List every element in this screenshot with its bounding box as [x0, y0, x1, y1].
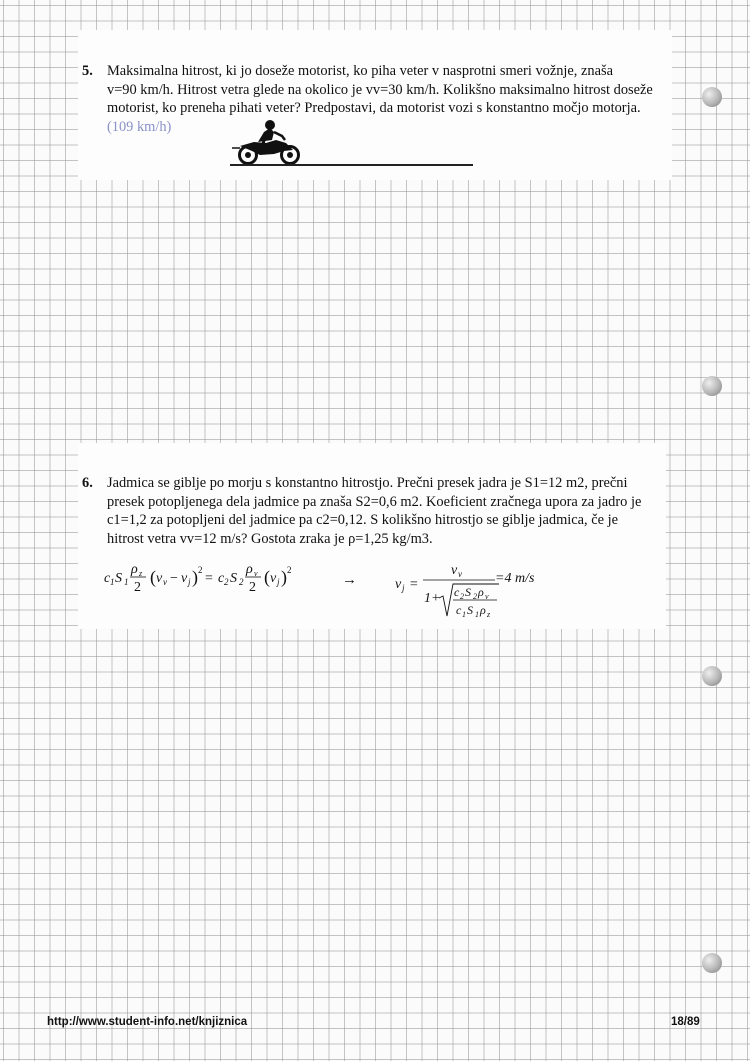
- svg-text:2: 2: [287, 565, 292, 575]
- svg-text:2: 2: [239, 577, 244, 587]
- svg-text:v: v: [156, 571, 163, 586]
- svg-text:c: c: [218, 571, 225, 586]
- svg-text:S: S: [115, 571, 122, 586]
- svg-text:z: z: [139, 569, 143, 578]
- implies-arrow: →: [342, 572, 357, 588]
- svg-text:): ): [281, 567, 287, 587]
- problem-6-text: [107, 474, 660, 548]
- svg-text:v: v: [270, 571, 277, 586]
- svg-text:2: 2: [460, 592, 464, 601]
- footer-url: http://www.student-info.net/knjiznica: [47, 1016, 248, 1028]
- svg-text:ρ: ρ: [478, 585, 484, 599]
- boat-speed-result: =4 m/s: [495, 571, 535, 586]
- problem-5-text: [107, 62, 670, 136]
- boat-speed-formula: [395, 560, 555, 626]
- svg-text:ρ: ρ: [246, 562, 253, 577]
- svg-text:j: j: [277, 577, 280, 587]
- svg-text:v: v: [458, 569, 462, 579]
- svg-text:2: 2: [249, 580, 256, 595]
- svg-text:v: v: [485, 592, 489, 601]
- problem-6-line-2: presek potopljenega dela jadmice pa znaša S2=0,6 m2. Koeficient zračnega upora za jadro je: [107, 493, 642, 510]
- drag-balance-equation: [104, 556, 314, 598]
- svg-text:v: v: [181, 571, 188, 586]
- problem-5-number: 5.: [82, 63, 93, 79]
- svg-text:=: =: [409, 577, 419, 592]
- svg-text:S: S: [230, 571, 237, 586]
- svg-text:2: 2: [473, 592, 477, 601]
- svg-text:2: 2: [134, 580, 141, 595]
- problem-6-line-1: Jadmica se giblje po morju s konstantno hitrostjo. Prečni presek jadra je S1=12 m2, prečni: [107, 475, 628, 491]
- problem-5-line-1: Maksimalna hitrost, ki jo doseže motorist, ko piha veter v nasprotni smeri vožnje, znaša: [107, 63, 613, 79]
- svg-text:(: (: [150, 567, 156, 587]
- problem-5-line-2: v=90 km/h. Hitrost vetra glede na okolico je vv=30 km/h. Kolikšno maksimalno hitrost doseže: [107, 81, 653, 98]
- svg-text:c: c: [104, 571, 111, 586]
- svg-text:): ): [192, 567, 198, 587]
- binder-hole: [702, 953, 722, 973]
- problem-5-line-3: motorist, ko preneha pihati veter? Predpostavi, da motorist vozi s konstantno močjo motorja.: [107, 100, 641, 116]
- svg-text:−: −: [170, 571, 178, 586]
- svg-text:ρ: ρ: [131, 562, 138, 577]
- ground-line: [230, 164, 473, 166]
- svg-text:v: v: [451, 563, 458, 578]
- svg-text:=: =: [205, 571, 213, 586]
- svg-text:v: v: [254, 569, 258, 578]
- svg-text:S: S: [465, 585, 471, 599]
- binder-hole: [702, 376, 722, 396]
- page-number: 18/89: [671, 1016, 700, 1028]
- svg-text:z: z: [487, 610, 491, 619]
- svg-text:j: j: [402, 583, 405, 593]
- problem-6-number: 6.: [82, 475, 93, 491]
- svg-text:1: 1: [110, 577, 115, 587]
- svg-text:1: 1: [124, 577, 129, 587]
- svg-text:2: 2: [198, 565, 203, 575]
- svg-text:c: c: [454, 585, 460, 599]
- svg-text:S: S: [467, 603, 473, 617]
- problem-5-answer: (109 km/h): [107, 118, 172, 135]
- svg-text:2: 2: [224, 577, 229, 587]
- svg-text:(: (: [264, 567, 270, 587]
- problem-6-line-4: hitrost vetra vv=12 m/s? Gostota zraka je ρ=1,25 kg/m3.: [107, 530, 433, 547]
- problem-6-line-3: c1=1,2 za potopljeni del jadmice pa c2=0,12. S kolikšno hitrostjo se giblje jadmica, če je: [107, 512, 618, 528]
- binder-hole: [702, 87, 722, 107]
- motorcycle-illustration: [230, 118, 305, 166]
- svg-text:v: v: [395, 577, 402, 592]
- svg-text:c: c: [456, 603, 462, 617]
- svg-text:1+: 1+: [424, 591, 441, 606]
- svg-text:j: j: [188, 577, 191, 587]
- binder-hole: [702, 666, 722, 686]
- svg-text:ρ: ρ: [480, 603, 486, 617]
- svg-text:v: v: [163, 577, 167, 587]
- svg-text:1: 1: [475, 610, 479, 619]
- svg-text:1: 1: [462, 610, 466, 619]
